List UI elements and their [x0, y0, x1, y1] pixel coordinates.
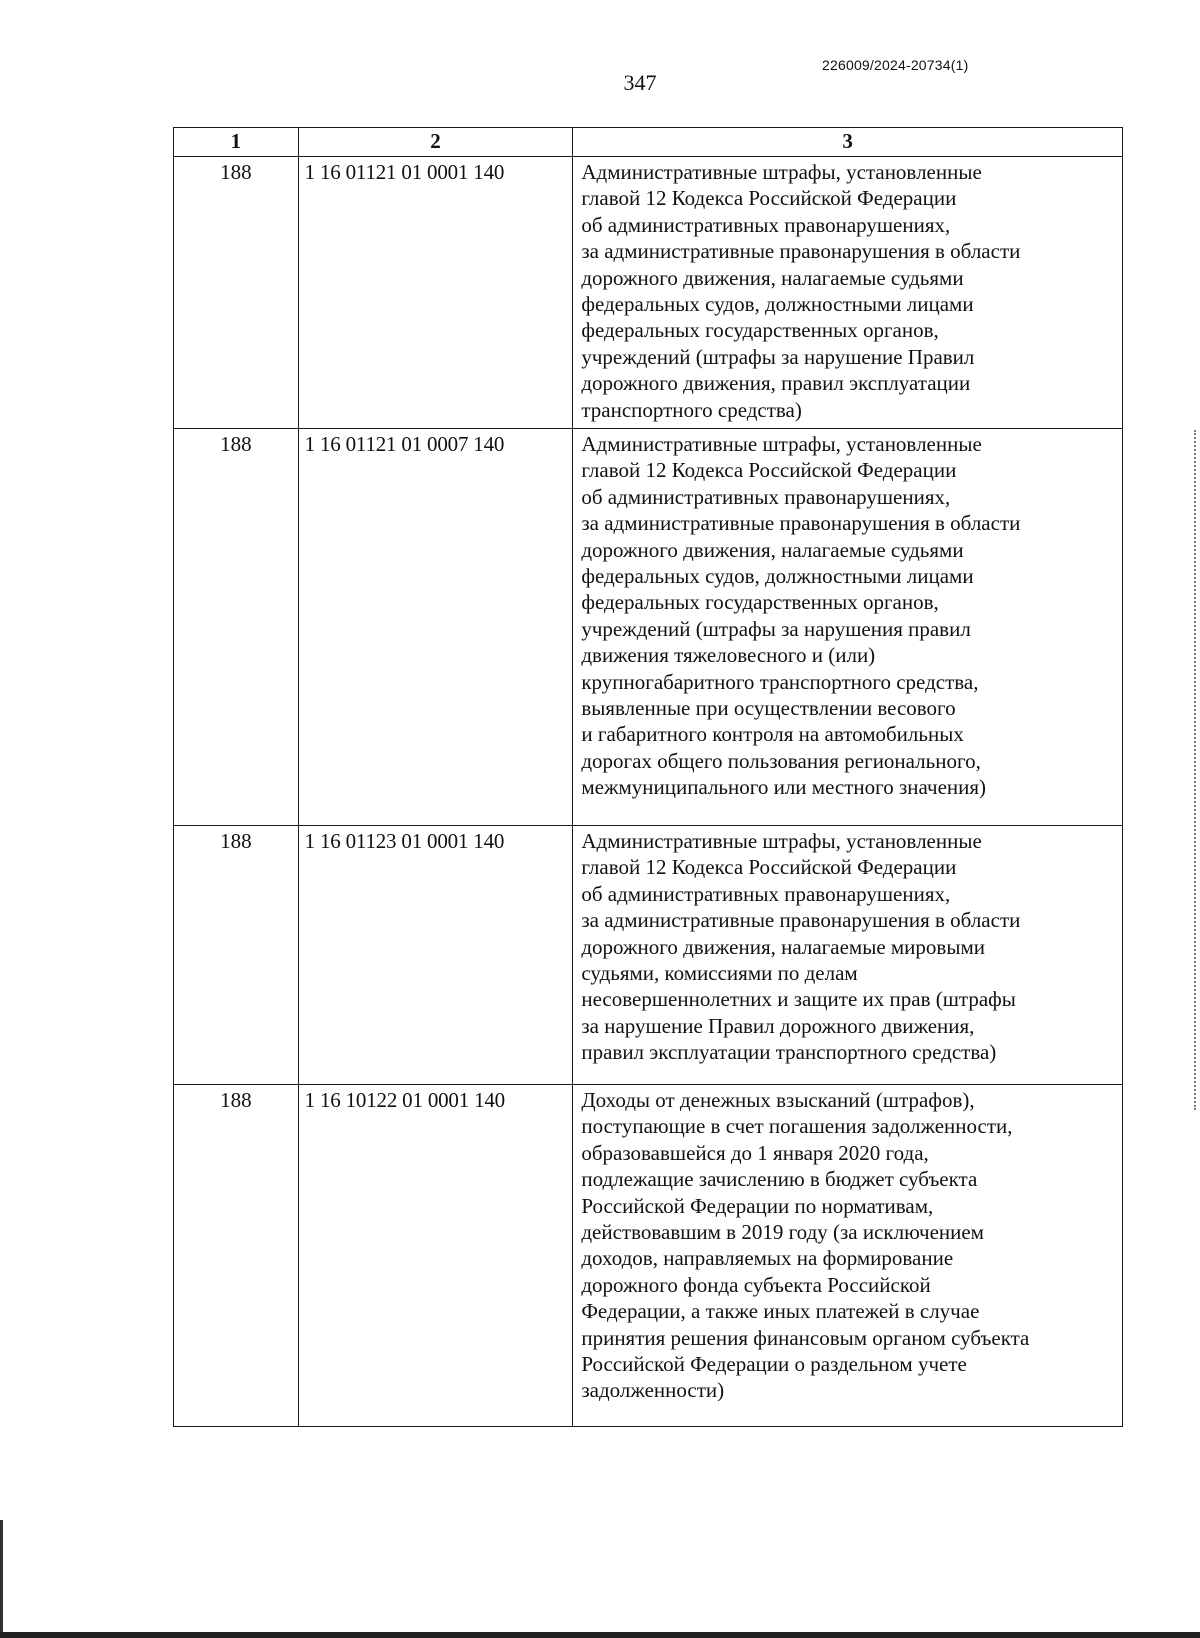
table-header-row: [174, 128, 1123, 157]
column-header-3: 3: [573, 128, 1123, 157]
description-line: движения тяжеловесного и (или): [581, 643, 876, 668]
description-line: об административных правонарушениях,: [581, 212, 951, 237]
description-line: за нарушение Правил дорожного движения,: [581, 1013, 975, 1038]
description-line: межмуниципального или местного значения): [581, 775, 987, 800]
description-line: дорожного движения, налагаемые мировыми: [581, 934, 985, 959]
description-line: Российской Федерации о раздельном учете: [581, 1352, 967, 1377]
description-line: главой 12 Кодекса Российской Федерации: [581, 458, 957, 483]
description-line: транспортного средства): [581, 397, 802, 422]
description-line: доходов, направляемых на формирование: [581, 1246, 954, 1271]
description-line: главой 12 Кодекса Российской Федерации: [581, 186, 957, 211]
description-line: образовавшейся до 1 января 2020 года,: [581, 1140, 929, 1165]
description-line: Административные штрафы, установленные: [581, 432, 982, 456]
description-line: дорожного движения, налагаемые судьями: [581, 265, 964, 290]
description-line: крупногабаритного транспортного средства,: [581, 669, 979, 694]
table-row: [174, 826, 1123, 1085]
table-row: [174, 1085, 1123, 1427]
description-line: выявленные при осуществлении весового: [581, 696, 956, 721]
description-line: Российской Федерации по нормативам,: [581, 1193, 934, 1218]
kbk-code: 1 16 10122 01 0001 140: [298, 1085, 573, 1427]
description-line: правил эксплуатации транспортного средства): [581, 1040, 997, 1065]
description-line: дорожного движения, правил эксплуатации: [581, 371, 971, 396]
description-line: Административные штрафы, установленные: [581, 829, 982, 853]
scan-margin-marks: [1190, 430, 1196, 1110]
scan-edge-bottom: [0, 1632, 1200, 1638]
administrator-code: 188: [174, 429, 299, 826]
table-row: [174, 429, 1123, 826]
description-line: федеральных судов, должностными лицами: [581, 292, 974, 317]
administrator-code: 188: [174, 157, 299, 429]
administrator-code: 188: [174, 1085, 299, 1427]
kbk-code: 1 16 01123 01 0001 140: [298, 826, 573, 1085]
description-line: федеральных государственных органов,: [581, 590, 939, 615]
administrator-code: 188: [174, 826, 299, 1085]
description-line: об административных правонарушениях,: [581, 881, 951, 906]
description-line: судьями, комиссиями по делам: [581, 961, 858, 986]
description-line: Административные штрафы, установленные: [581, 160, 982, 184]
description-line: за административные правонарушения в области: [581, 239, 1021, 264]
column-header-2: 2: [298, 128, 573, 157]
kbk-code: 1 16 01121 01 0001 140: [298, 157, 573, 429]
document-id: 226009/2024-20734(1): [822, 57, 969, 73]
description-line: подлежащие зачислению в бюджет субъекта: [581, 1167, 978, 1192]
description-line: Федерации, а также иных платежей в случае: [581, 1299, 980, 1324]
description-line: и габаритного контроля на автомобильных: [581, 722, 964, 747]
table-row: [174, 157, 1123, 429]
page-number: 347: [623, 70, 657, 95]
description-line: учреждений (штрафы за нарушение Правил: [581, 344, 975, 369]
description-line: дорогах общего пользования регионального,: [581, 748, 981, 773]
column-header-1: 1: [174, 128, 299, 157]
description-line: учреждений (штрафы за нарушения правил: [581, 616, 971, 641]
income-description: [573, 826, 1123, 1085]
description-line: несовершеннолетних и защите их прав (штрафы: [581, 987, 1016, 1012]
description-line: главой 12 Кодекса Российской Федерации: [581, 855, 957, 880]
kbk-code: 1 16 01121 01 0007 140: [298, 429, 573, 826]
description-line: за административные правонарушения в области: [581, 908, 1021, 933]
description-line: об административных правонарушениях,: [581, 484, 951, 509]
revenue-codes-table: [173, 127, 1123, 1427]
income-description: [573, 1085, 1123, 1427]
description-line: федеральных судов, должностными лицами: [581, 564, 974, 589]
description-line: федеральных государственных органов,: [581, 318, 939, 343]
description-line: действовавшим в 2019 году (за исключением: [581, 1220, 984, 1245]
description-line: за административные правонарушения в области: [581, 511, 1021, 536]
description-line: задолженности): [581, 1378, 725, 1403]
description-line: дорожного фонда субъекта Российской: [581, 1272, 931, 1297]
scan-edge-left: [0, 1520, 3, 1638]
description-line: Доходы от денежных взысканий (штрафов),: [581, 1088, 975, 1112]
description-line: поступающие в счет погашения задолженности,: [581, 1114, 1013, 1139]
income-description: [573, 157, 1123, 429]
description-line: принятия решения финансовым органом субъекта: [581, 1325, 1030, 1350]
description-line: дорожного движения, налагаемые судьями: [581, 537, 964, 562]
income-description: [573, 429, 1123, 826]
